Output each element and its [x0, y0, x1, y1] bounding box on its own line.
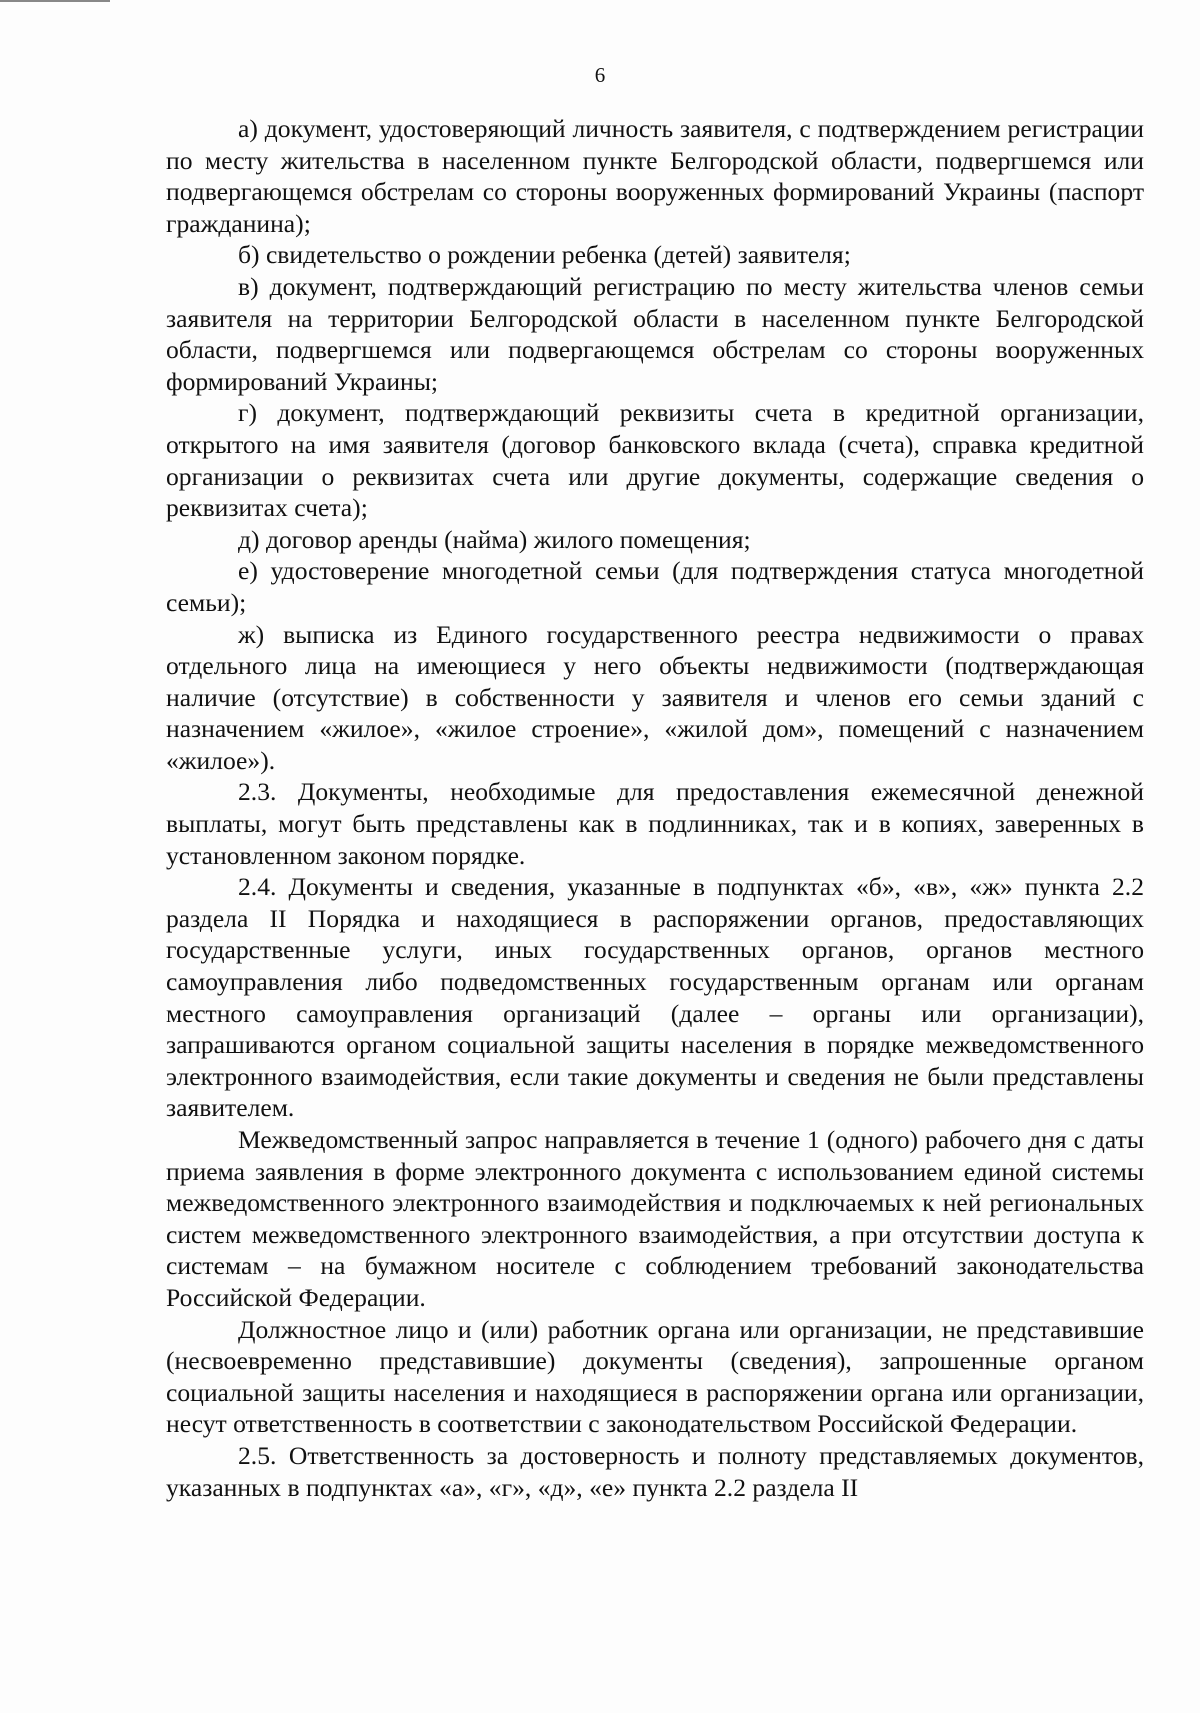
paragraph-item-v: в) документ, подтверждающий регистрацию по месту жительства членов семьи заявителя на территории Белгородской области в населенном пункте Белгородской области, подвергшемся или подвергающемся обстрелам со стороны вооруженных формирований Украины;: [166, 271, 1144, 396]
page-number: 6: [594, 63, 606, 87]
paragraph-responsibility-officials: Должностное лицо и (или) работник органа или организации, не представившие (несвоевременно представившие) документы (сведения), запрошенные органом социальной защиты населения и находящиеся в распоряжении органа или организации, несут ответственность в соответствии с законодательством Российской Федерации.: [166, 1314, 1144, 1439]
paragraph-item-e: е) удостоверение многодетной семьи (для подтверждения статуса многодетной семьи);: [166, 556, 1144, 617]
paragraph-item-a: а) документ, удостоверяющий личность заявителя, с подтверждением регистрации по месту жительства в населенном пункте Белгородской области, подвергшемся или подвергающемся обстрелам со стороны вооруженных формирований Украины (паспорт гражданина);: [166, 114, 1144, 238]
document-body: [166, 113, 1144, 1503]
paragraph-2-3: 2.3. Документы, необходимые для предоставления ежемесячной денежной выплаты, могут быть представлены как в подлинниках, так и в копиях, заверенных в установленном законом порядке.: [166, 777, 1144, 870]
paragraph-2-4: 2.4. Документы и сведения, указанные в подпунктах «б», «в», «ж» пункта 2.2 раздела II Порядка и находящиеся в распоряжении органов, предоставляющих государственные услуги, иных государственных органов, органов местного самоуправления либо подведомственных государственным органам или органам местного самоуправления организаций (далее – органы или организации), запрашиваются органом социальной защиты населения в порядке межведомственного электронного взаимодействия, если такие документы и сведения не были представлены заявителем.: [166, 872, 1144, 1123]
paragraph-item-b: б) свидетельство о рождении ребенка (детей) заявителя;: [238, 240, 851, 270]
paragraph-interagency-request: Межведомственный запрос направляется в течение 1 (одного) рабочего дня с даты приема заявления в форме электронного документа с использованием единой системы межведомственного электронного взаимодействия и подключаемых к ней региональных систем межведомственного электронного взаимодействия, а при отсутствии доступа к системам – на бумажном носителе с соблюдением требований законодательства Российской Федерации.: [166, 1125, 1144, 1312]
paragraph-2-5: 2.5. Ответственность за достоверность и полноту представляемых документов, указанных в подпунктах «а», «г», «д», «е» пункта 2.2 раздела II: [166, 1440, 1144, 1502]
paragraph-item-d: д) договор аренды (найма) жилого помещения;: [238, 524, 751, 554]
scan-edge-line: [0, 0, 110, 2]
paragraph-item-g: г) документ, подтверждающий реквизиты счета в кредитной организации, открытого на имя заявителя (договор банковского вклада (счета), справка кредитной организации о реквизитах счета или другие документы, содержащие сведения о реквизитах счета);: [166, 398, 1144, 523]
paragraph-item-zh: ж) выписка из Единого государственного реестра недвижимости о правах отдельного лица на имеющиеся у него объекты недвижимости (подтверждающая наличие (отсутствие) в собственности у заявителя и членов его семьи зданий с назначением «жилое», «жилое строение», «жилой дом», помещений с назначением «жилое»).: [166, 619, 1144, 775]
